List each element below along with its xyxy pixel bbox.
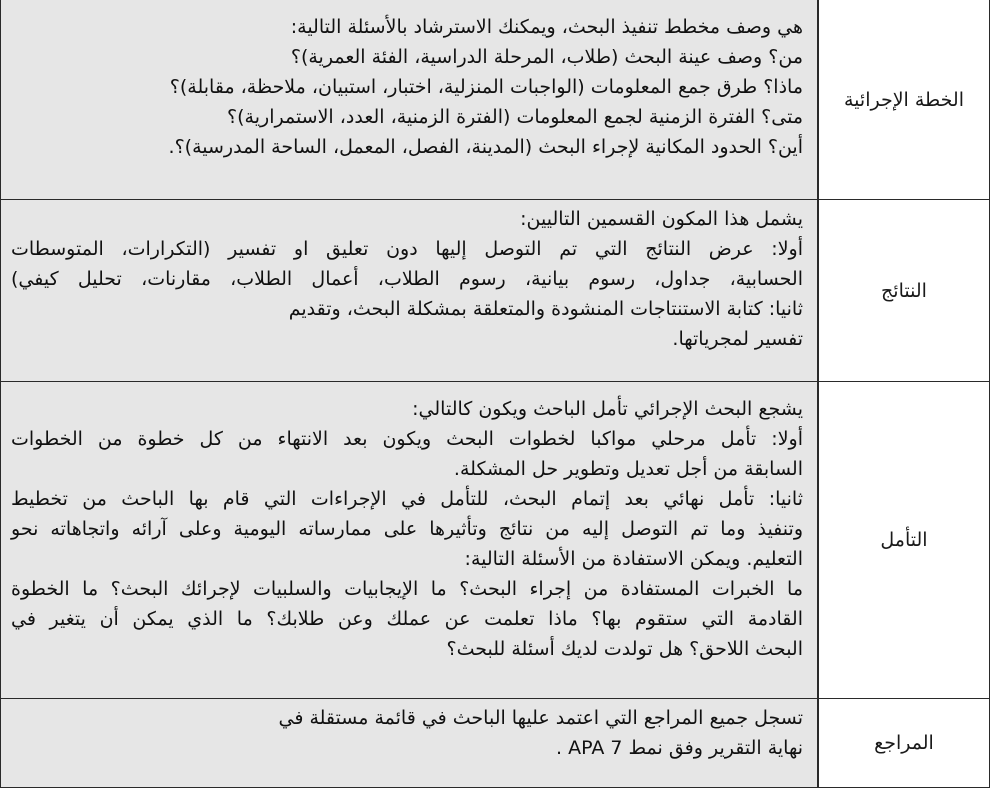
row-content-references — [1, 699, 819, 788]
content-line: القادمة التي ستقوم بها؟ ماذا تعلمت عن عملك وعن طلابك؟ ما الذي يمكن أن يتغير في — [11, 608, 803, 630]
table-row — [1, 200, 990, 382]
content-line: من؟ وصف عينة البحث (طلاب، المرحلة الدراسية، الفئة العمرية)؟ — [290, 46, 803, 68]
content-line: تفسير لمجرياتها. — [672, 328, 803, 350]
content-line: ماذا؟ طرق جمع المعلومات (الواجبات المنزلية، اختبار، استبيان، ملاحظة، مقابلة)؟ — [169, 76, 803, 98]
content-line: متى؟ الفترة الزمنية لجمع المعلومات (الفترة الزمنية، العدد، الاستمرارية)؟ — [227, 106, 803, 128]
table-row — [1, 0, 990, 200]
content-line: التعليم. ويمكن الاستفادة من الأسئلة التالية: — [464, 548, 803, 570]
content-line: نهاية التقرير وفق نمط APA 7 . — [555, 737, 803, 759]
content-line: ثانيا: تأمل نهائي بعد إتمام البحث، للتأمل في الإجراءات التي قام بها الباحث من تخطيط — [11, 488, 803, 510]
content-line: وتنفيذ وما تم التوصل إليه من نتائج وتأثيرها على ممارساته اليومية وعلى آرائه واتجاهاته نحو — [11, 518, 803, 540]
content-line: ثانيا: كتابة الاستنتاجات المنشودة والمتعلقة بمشكلة البحث، وتقديم — [288, 298, 803, 320]
row-content-results — [1, 200, 819, 382]
row-content-reflection — [1, 382, 819, 699]
content-line: أولا: عرض النتائج التي تم التوصل إليها دون تعليق او تفسير (التكرارات، المتوسطات — [11, 238, 803, 260]
content-line: تسجل جميع المراجع التي اعتمد عليها الباحث في قائمة مستقلة في — [278, 707, 803, 729]
content-line: السابقة من أجل تعديل وتطوير حل المشكلة. — [453, 458, 803, 480]
content-line: الحسابية، جداول، رسوم بيانية، رسوم الطلاب، أعمال الطلاب، مقارنات، تحليل كيفي) — [11, 268, 803, 290]
table-row — [1, 382, 990, 699]
content-line: يشمل هذا المكون القسمين التاليين: — [520, 208, 803, 230]
content-line: أولا: تأمل مرحلي مواكبا لخطوات البحث ويكون بعد الانتهاء من كل خطوة من الخطوات — [11, 428, 803, 450]
content-line: البحث اللاحق؟ هل تولدت لديك أسئلة للبحث؟ — [446, 638, 803, 660]
content-line: هي وصف مخطط تنفيذ البحث، ويمكنك الاسترشاد بالأسئلة التالية: — [290, 16, 803, 38]
row-content-procedural-plan — [1, 0, 819, 200]
row-label-results: النتائج — [818, 200, 990, 382]
content-line: أين؟ الحدود المكانية لإجراء البحث (المدينة، الفصل، المعمل، الساحة المدرسية)؟. — [168, 136, 803, 158]
content-line: يشجع البحث الإجرائي تأمل الباحث ويكون كالتالي: — [412, 398, 803, 420]
table-row — [1, 699, 990, 788]
row-label-procedural-plan: الخطة الإجرائية — [818, 0, 990, 200]
row-label-references: المراجع — [818, 699, 990, 788]
row-label-reflection: التأمل — [818, 382, 990, 699]
content-line: ما الخبرات المستفادة من إجراء البحث؟ ما الإيجابيات والسلبيات لإجرائك البحث؟ ما الخطوة — [11, 578, 803, 600]
